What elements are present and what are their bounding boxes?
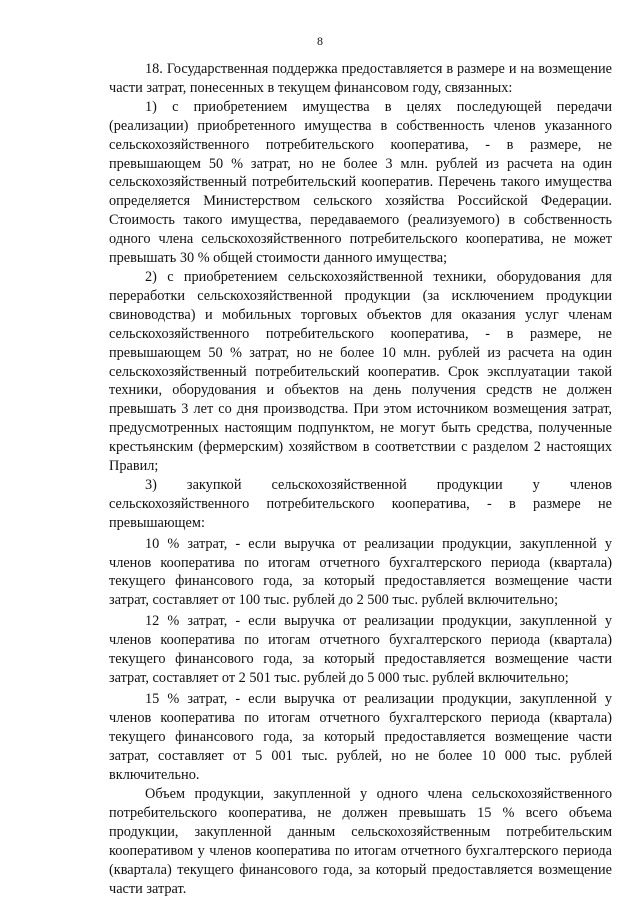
paragraph-rate-10: 10 % затрат, - если выручка от реализации продукции, закупленной у членов кооператива по итогам отчетного бухгалтерского периода (квартала) текущего финансового года, за который предоставляется возмещение части затрат, составляет от 100 тыс. рублей до 2 500 тыс. рублей включительно; [109, 535, 612, 609]
paragraph-rate-15: 15 % затрат, - если выручка от реализации продукции, закупленной у членов кооператива по итогам отчетного бухгалтерского периода (квартала) текущего финансового года, за который предоставляется возмещение части затрат, составляет от 5 001 тыс. рублей, но не более 10 000 тыс. рублей включительно. [109, 690, 612, 783]
paragraph-volume-limit: Объем продукции, закупленной у одного члена сельскохозяйственного потребительского кооператива, не должен превышать 15 % всего объема продукции, закупленной данным сельскохозяйственным потребительским кооперативом у членов кооператива по итогам отчетного бухгалтерского периода (квартала) текущего финансового года, за который предоставляется возмещение части затрат. [109, 786, 612, 897]
document-body [109, 60, 612, 899]
paragraph-rate-12: 12 % затрат, - если выручка от реализации продукции, закупленной у членов кооператива по итогам отчетного бухгалтерского периода (квартала) текущего финансового года, за который предоставляется возмещение части затрат, составляет от 2 501 тыс. рублей до 5 000 тыс. рублей включительно; [109, 613, 612, 686]
paragraph-item-2: 2) с приобретением сельскохозяйственной техники, оборудования для переработки сельскохозяйственной продукции (за исключением продукции свиноводства) и мобильных торговых объектов для оказания услуг членам сельскохозяйственного потребительского кооператива, - в размере, не превышающем 50 % затрат, но не более 10 млн. рублей из расчета на один сельскохозяйственный потребительский кооператив. Срок эксплуатации такой техники, оборудования и объектов на день получения средств не должен превышать 3 лет со дня производства. При этом источником возмещения затрат, предусмотренных настоящим подпунктом, не могут быть средства, полученные крестьянским (фермерским) хозяйством в соответствии с разделом 2 настоящих Правил; [109, 268, 612, 475]
paragraph-item-3: 3) закупкой сельскохозяйственной продукции у членов сельскохозяйственного потребительского кооператива, - в размере не превышающем: [109, 476, 612, 531]
paragraph-item-1: 1) с приобретением имущества в целях последующей передачи (реализации) приобретенного имущества в собственность членов указанного сельскохозяйственного потребительского кооператива, - в размере, не превышающем 50 % затрат, но не более 3 млн. рублей из расчета на один сельскохозяйственный потребительский кооператив. Перечень такого имущества определяется Министерством сельского хозяйства Российской Федерации. Стоимость такого имущества, передаваемого (реализуемого) в собственность одного члена сельскохозяйственного потребительского кооператива, не может превышать 30 % общей стоимости данного имущества; [109, 98, 612, 267]
page-number: 8 [317, 34, 323, 48]
paragraph-18: 18. Государственная поддержка предоставляется в размере и на возмещение части затрат, понесенных в текущем финансовом году, связанных: [109, 61, 612, 96]
